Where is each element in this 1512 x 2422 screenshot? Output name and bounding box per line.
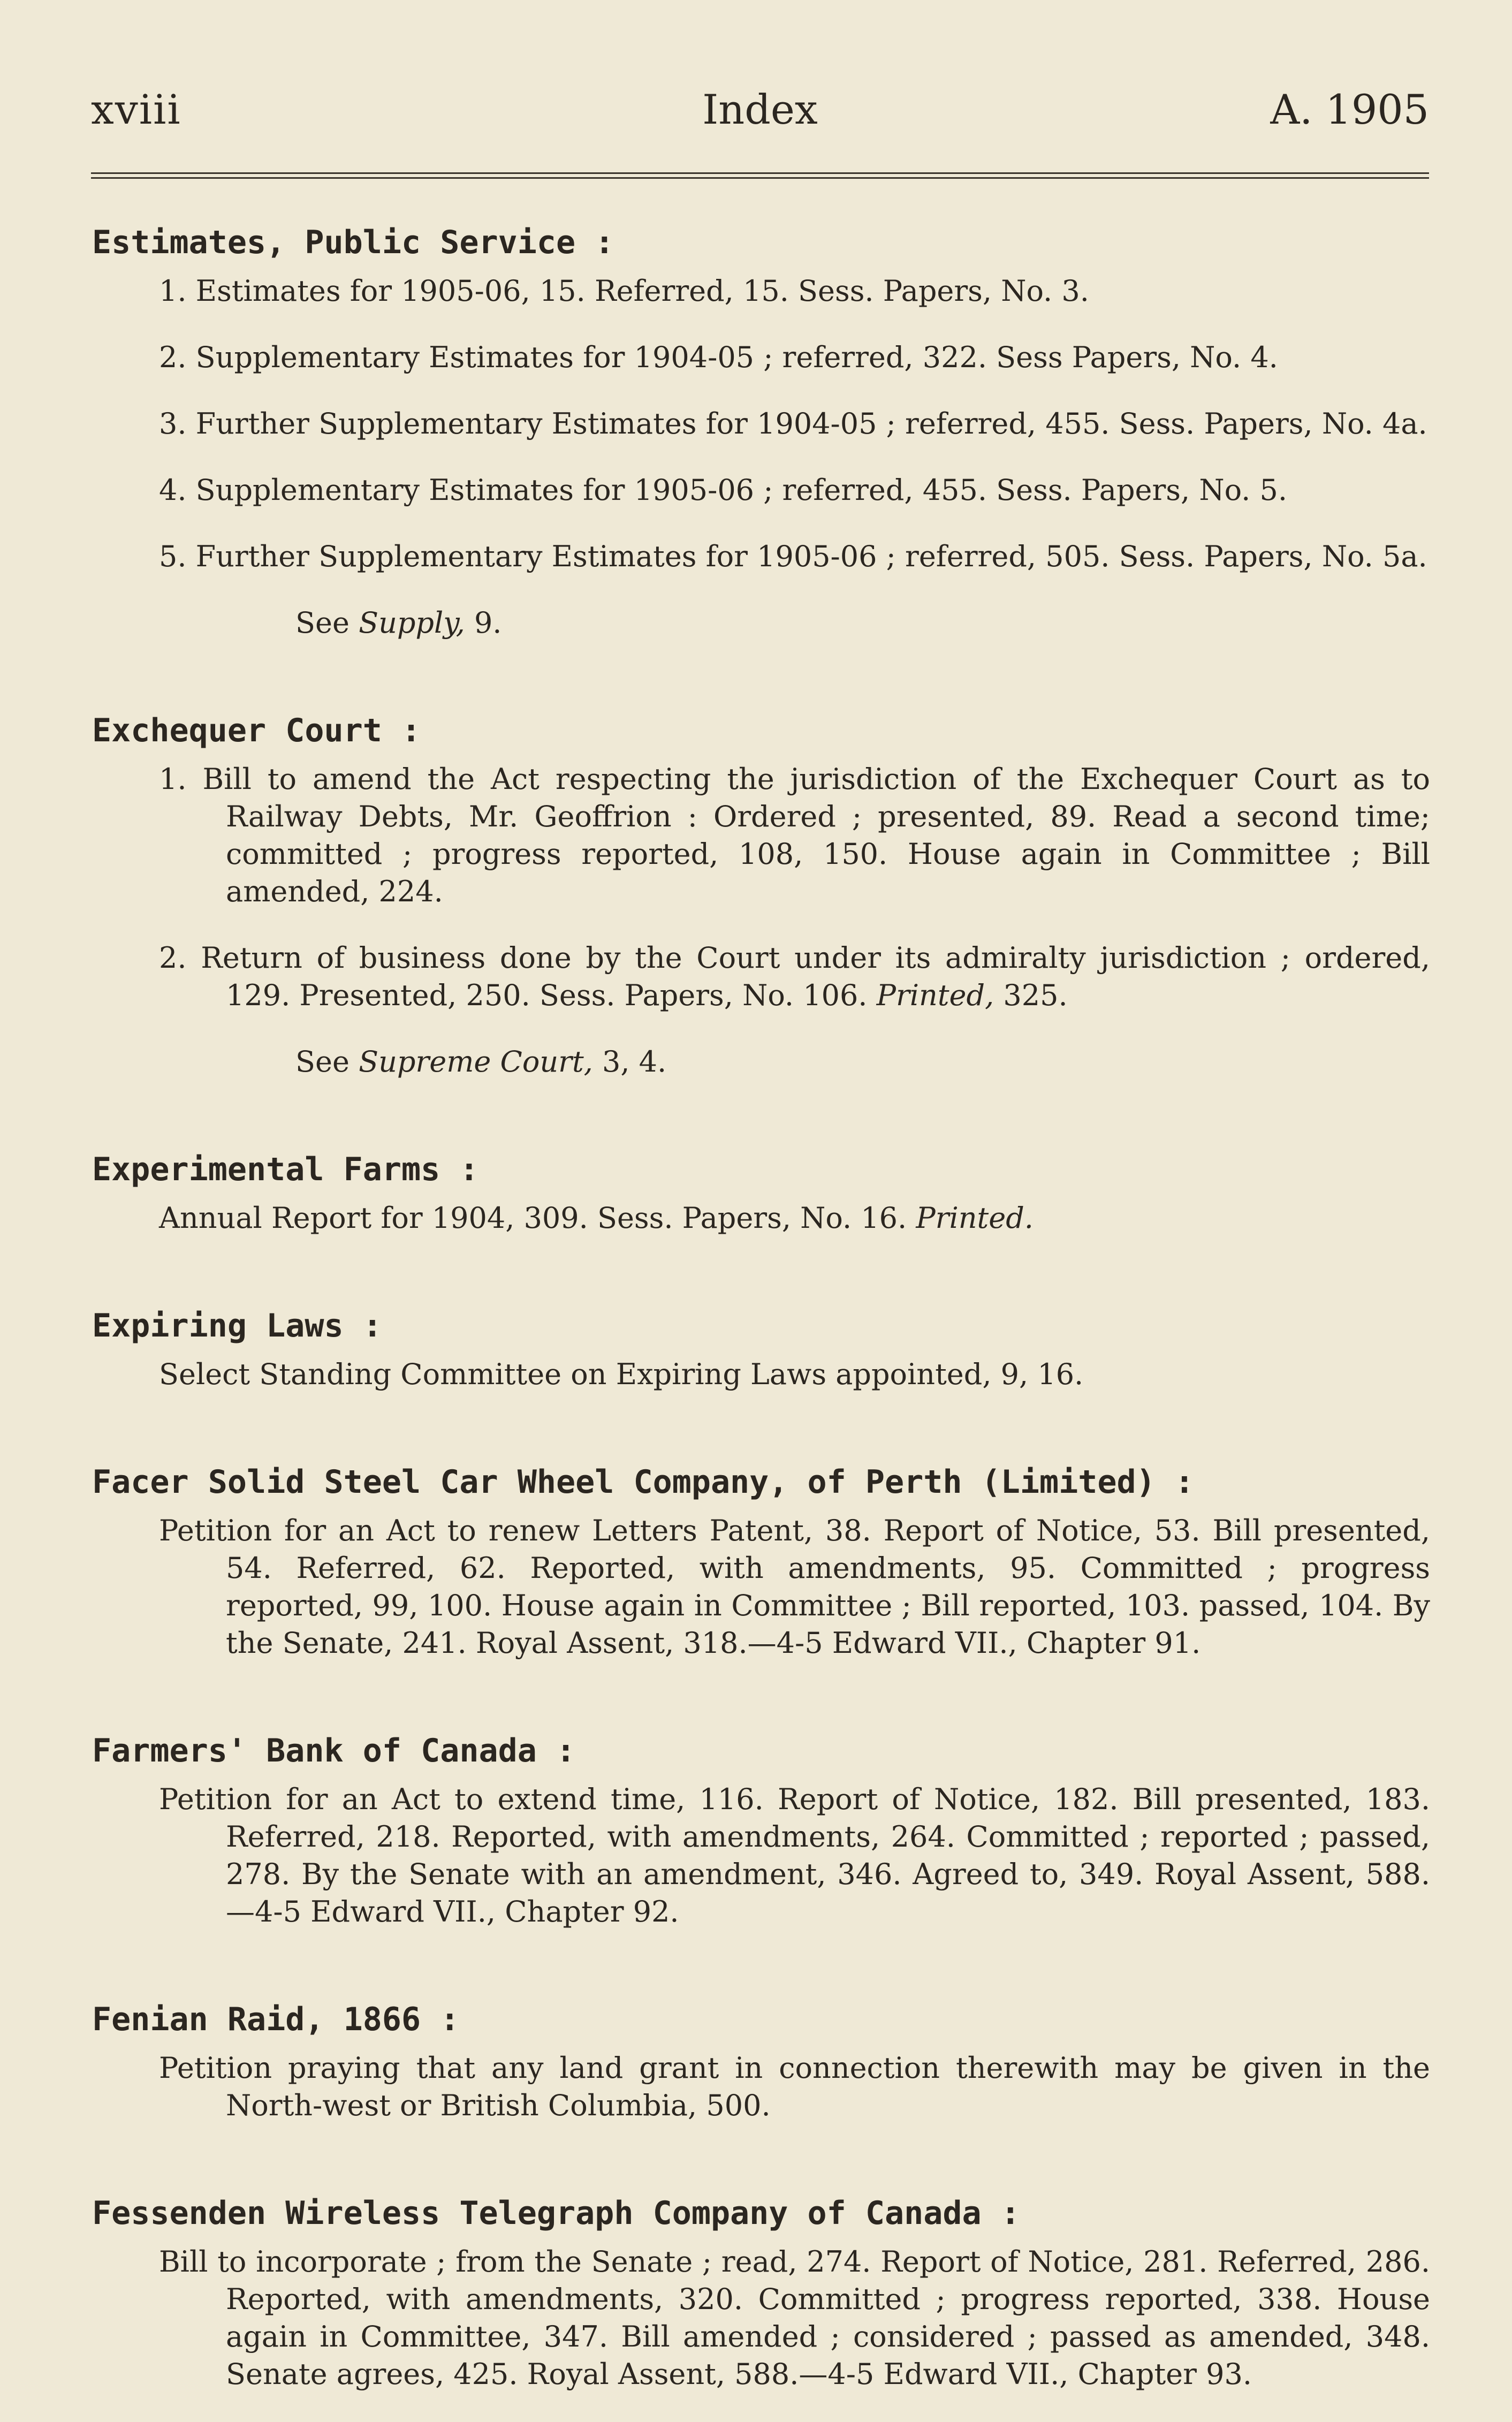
page-folio: xviii (91, 86, 181, 133)
entry-heading: Fenian Raid, 1866 : (92, 2001, 460, 2038)
header-double-rule (91, 172, 1429, 179)
entry-experimental-farms (92, 1144, 1430, 1237)
index-content (92, 217, 1430, 2422)
entry-item-text: 2. Return of business done by the Court under its admiralty jurisdiction ; ordered, 129. Presented, 250. Sess. Papers, No. 106. (159, 941, 1430, 1012)
see-target: Supreme Court, (359, 1045, 593, 1079)
entry-item (159, 1199, 1430, 1237)
see-also-reference (295, 604, 1430, 642)
entry-heading: Fessenden Wireless Telegraph Company of Canada : (92, 2195, 1020, 2232)
printed-page: 325. (1003, 978, 1068, 1012)
entry-heading: Estimates, Public Service : (92, 224, 614, 261)
printed-marker: Printed. (916, 1201, 1034, 1235)
entry-item (159, 939, 1430, 1014)
entry-facer-solid-steel (92, 1456, 1430, 1662)
entry-item: Petition for an Act to extend time, 116. Report of Notice, 182. Bill presented, 183. Referred, 218. Reported, with amendments, 264. Committed ; reported ; passed, 278. By the Senate with an amendment, 346. Agreed to, 349. Royal Assent, 588.—4-5 Edward VII., Chapter 92. (159, 1782, 1430, 1929)
entry-item: 1. Estimates for 1905-06, 15. Referred, 15. Sess. Papers, No. 3. (159, 274, 1089, 308)
see-also-reference (295, 1043, 1430, 1081)
see-prefix: See (295, 1045, 349, 1079)
entry-farmers-bank (92, 1725, 1430, 1931)
entry-item: 3. Further Supplementary Estimates for 1904-05 ; referred, 455. Sess. Papers, No. 4a. (159, 407, 1427, 441)
entry-estimates-public-service (92, 217, 1430, 642)
entry-item: 4. Supplementary Estimates for 1905-06 ; referred, 455. Sess. Papers, No. 5. (159, 473, 1288, 507)
entry-item-text: Annual Report for 1904, 309. Sess. Papers, No. 16. (159, 1201, 907, 1235)
entry-heading: Expiring Laws : (92, 1307, 382, 1345)
entry-item: Bill to incorporate ; from the Senate ; read, 274. Report of Notice, 281. Referred, 286. Reported, with amendments, 320. Committed ; progress reported, 338. House again in Committee, 347. Bill amended ; considered ; passed as amended, 348. Senate agrees, 425. Royal Assent, 588.—4-5 Edward VII., Chapter 93. (159, 2245, 1430, 2391)
entry-heading: Farmers' Bank of Canada : (92, 1732, 576, 1770)
running-head (91, 80, 1429, 139)
printed-marker: Printed, (876, 978, 994, 1012)
entry-heading: Exchequer Court : (92, 712, 421, 749)
entry-item: Petition for an Act to renew Letters Patent, 38. Report of Notice, 53. Bill presented, 54. Referred, 62. Reported, with amendments, 95. Committed ; progress reported, 99, 100. House again in Committee ; Bill reported, 103. passed, 104. By the Senate, 241. Royal Assent, 318.—4-5 Edward VII., Chapter 91. (159, 1514, 1430, 1660)
see-target: Supply, (359, 606, 465, 640)
entry-exchequer-court (92, 705, 1430, 1081)
entry-fenian-raid (92, 1994, 1430, 2124)
page-title: Index (702, 86, 818, 133)
session-year: A. 1905 (1270, 86, 1429, 133)
entry-heading: Facer Solid Steel Car Wheel Company, of Perth (Limited) : (92, 1463, 1195, 1501)
entry-item: 5. Further Supplementary Estimates for 1905-06 ; referred, 505. Sess. Papers, No. 5a. (159, 540, 1427, 573)
entry-fessenden-wireless (92, 2188, 1430, 2393)
see-prefix: See (295, 606, 349, 640)
entry-item: Petition praying that any land grant in connection therewith may be given in the North-west or British Columbia, 500. (159, 2051, 1430, 2122)
entry-heading: Experimental Farms : (92, 1151, 479, 1188)
entry-item: Select Standing Committee on Expiring Laws appointed, 9, 16. (159, 1357, 1084, 1391)
see-page: 9. (474, 606, 502, 640)
entry-expiring-laws (92, 1300, 1430, 1393)
see-page: 3, 4. (602, 1045, 667, 1079)
entry-item: 1. Bill to amend the Act respecting the jurisdiction of the Exchequer Court as to Railway Debts, Mr. Geoffrion : Ordered ; presented, 89. Read a second time; committed ; progress reported, 108, 150. House again in Committee ; Bill amended, 224. (159, 762, 1430, 908)
entry-item: 2. Supplementary Estimates for 1904-05 ; referred, 322. Sess Papers, No. 4. (159, 340, 1278, 374)
